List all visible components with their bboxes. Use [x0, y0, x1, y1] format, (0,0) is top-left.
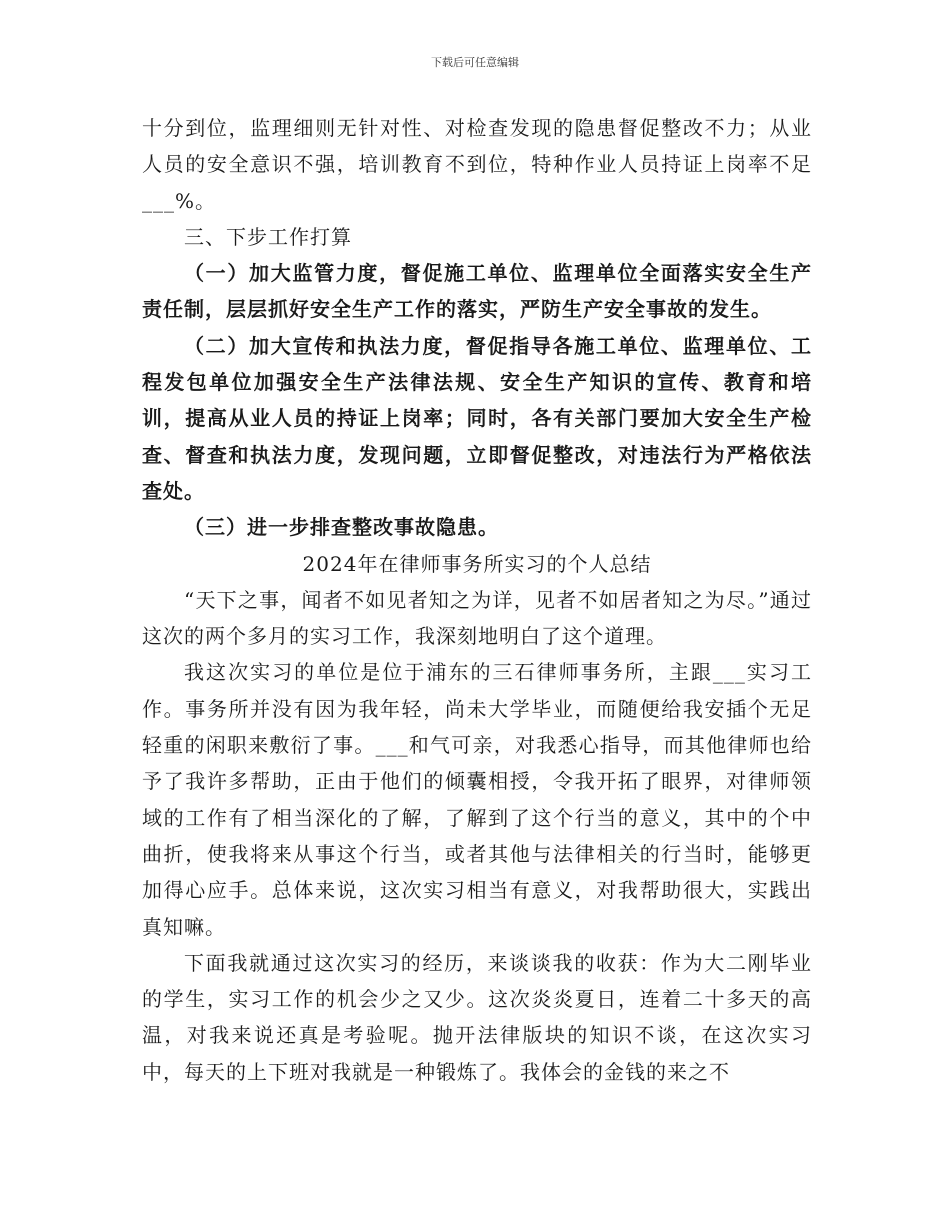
- paragraph-item-3: （三）进一步排查整改事故隐患。: [184, 515, 499, 540]
- page-header: 下载后可任意编辑: [431, 56, 519, 69]
- paragraph-quote: “天下之事，闻者不如见者知之为详，见者不如居者知之为尽。”通过这次的两个多月的实习工作，我深刻地明白了这个道理。: [142, 587, 812, 649]
- document-body: [142, 110, 812, 1090]
- paragraph-item-2: （二）加大宣传和执法力度，督促指导各施工单位、监理单位、工程发包单位加强安全生产法律法规、安全生产知识的宣传、教育和培训，提高从业人员的持证上岗率；同时，各有关部门要加大安全生产检查、督查和执法力度，发现问题，立即督促整改，对违法行为严格依法查处。: [142, 333, 812, 503]
- section-heading-next-steps: 三、下步工作打算: [184, 224, 352, 249]
- paragraph-internship-unit: 我这次实习的单位是位于浦东的三石律师事务所，主跟___实习工作。事务所并没有因为我年轻，尚未大学毕业，而随便给我安插个无足轻重的闲职来敷衍了事。___和气可亲，对我悉心指导，而其他律师也给予了我许多帮助，正由于他们的倾囊相授，令我开拓了眼界，对律师领域的工作有了相当深化的了解，了解到了这个行当的意义，其中的个中曲折，使我将来从事这个行当，或者其他与法律相关的行当时，能够更加得心应手。总体来说，这次实习相当有意义，对我帮助很大，实践出真知嘛。: [142, 660, 812, 939]
- paragraph-gains: 下面我就通过这次实习的经历，来谈谈我的收获：作为大二刚毕业的学生，实习工作的机会少之又少。这次炎炎夏日，连着二十多天的高温，对我来说还真是考验呢。抛开法律版块的知识不谈，在这次实习中，每天的上下班对我就是一种锻炼了。我体会的金钱的来之不: [142, 950, 812, 1084]
- article-title: 2024年在律师事务所实习的个人总结: [302, 551, 652, 576]
- paragraph-issues-continued: 十分到位，监理细则无针对性、对检查发现的隐患督促整改不力；从业人员的安全意识不强，培训教育不到位，特种作业人员持证上岗率不足___%。: [142, 116, 812, 213]
- paragraph-item-1: （一）加大监管力度，督促施工单位、监理单位全面落实安全生产责任制，层层抓好安全生产工作的落实，严防生产安全事故的发生。: [142, 261, 812, 322]
